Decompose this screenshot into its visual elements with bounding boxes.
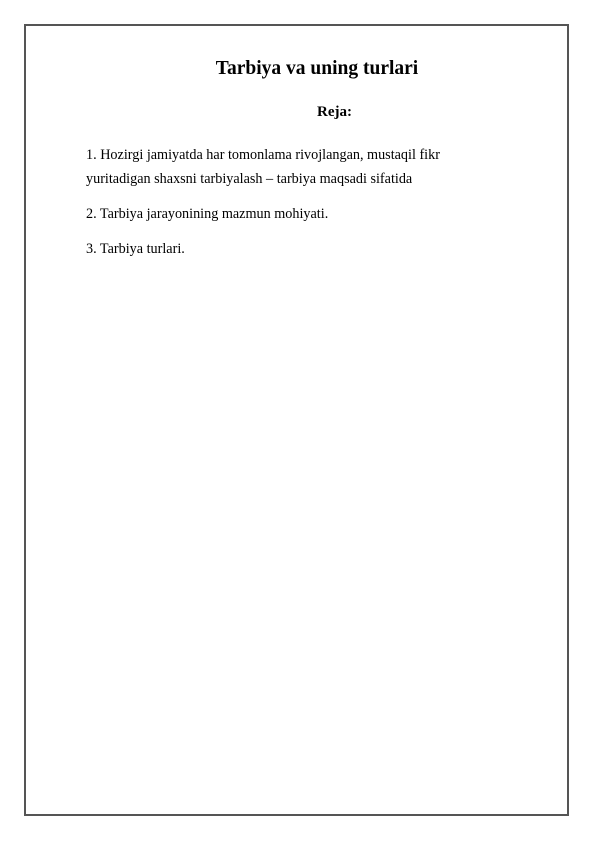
plan-item-1-line-1: 1. Hozirgi jamiyatda har tomonlama rivojlangan, mustaqil fikr — [86, 147, 440, 163]
plan-item-1 — [86, 143, 526, 191]
plan-item-3-line-1: 3. Tarbiya turlari. — [86, 241, 185, 257]
plan-item-2 — [86, 202, 526, 226]
document-title: Tarbiya va uning turlari — [215, 58, 419, 79]
plan-item-3 — [86, 237, 526, 261]
plan-heading: Reja: — [317, 104, 352, 120]
plan-list — [86, 143, 526, 272]
plan-item-1-line-2: yuritadigan shaxsni tarbiyalash – tarbiya maqsadi sifatida — [86, 171, 413, 187]
plan-item-2-line-1: 2. Tarbiya jarayonining mazmun mohiyati. — [86, 206, 329, 222]
